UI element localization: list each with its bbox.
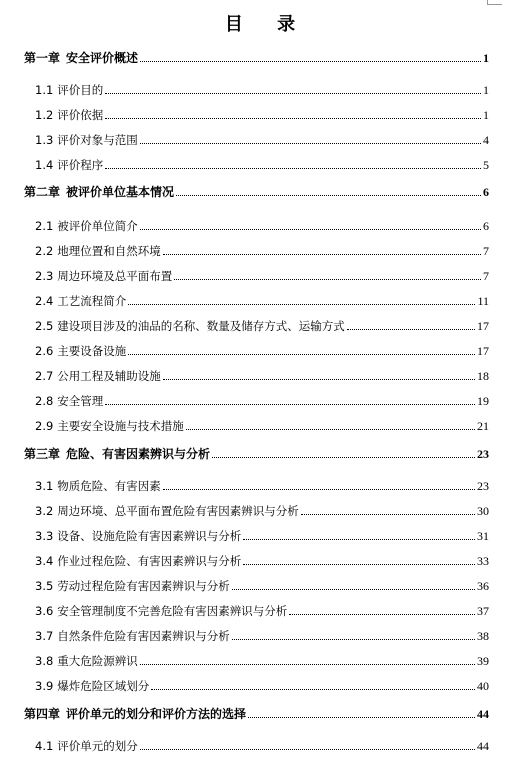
toc-entry-title: 设备、设施危险有害因素辨识与分析 [57, 529, 242, 543]
toc-dot-leader [105, 93, 481, 94]
toc-chapter-entry[interactable] [24, 702, 489, 722]
toc-entry-page-number: 44 [477, 739, 489, 753]
toc-entry-page-number: 23 [477, 479, 489, 493]
toc-section-entry[interactable] [35, 389, 489, 409]
toc-entry-page-number: 11 [477, 294, 489, 308]
toc-entry-page-number: 6 [483, 219, 489, 233]
toc-section-entry[interactable] [35, 364, 489, 384]
toc-dot-leader [186, 429, 475, 430]
toc-title: 目 录 [224, 14, 310, 35]
toc-entry-title: 评价单元的划分 [57, 739, 138, 753]
toc-entry-page-number: 31 [477, 529, 489, 543]
toc-entry-number: 2.7 [35, 369, 54, 383]
toc-entry-page-number: 21 [477, 419, 489, 433]
toc-entry-page-number: 4 [483, 133, 489, 147]
toc-entry-number: 3.3 [35, 529, 54, 543]
toc-section-entry[interactable] [35, 128, 489, 148]
toc-entry-title: 周边环境及总平面布置 [57, 269, 173, 283]
toc-chapter-entry[interactable] [24, 46, 489, 66]
toc-entry-title: 建设项目涉及的油品的名称、数量及储存方式、运输方式 [57, 319, 345, 333]
toc-entry-number: 2.4 [35, 294, 54, 308]
toc-section-entry[interactable] [35, 239, 489, 259]
toc-dot-leader [105, 118, 481, 119]
toc-entry-page-number: 37 [477, 604, 489, 618]
toc-dot-leader [212, 457, 475, 458]
toc-dot-leader [128, 354, 475, 355]
toc-section-entry[interactable] [35, 314, 489, 334]
toc-entry-title: 作业过程危险、有害因素辨识与分析 [57, 554, 242, 568]
toc-section-entry[interactable] [35, 674, 489, 694]
toc-entry-number: 2.6 [35, 344, 54, 358]
toc-section-entry[interactable] [35, 414, 489, 434]
toc-entry-number: 2.2 [35, 244, 54, 258]
toc-entry-number: 第四章 [24, 707, 61, 721]
toc-section-entry[interactable] [35, 599, 489, 619]
toc-entry-title: 重大危险源辨识 [57, 654, 138, 668]
toc-dot-leader [176, 195, 481, 196]
toc-section-entry[interactable] [35, 734, 489, 754]
toc-dot-leader [163, 254, 481, 255]
toc-entry-number: 2.8 [35, 394, 54, 408]
toc-entry-page-number: 17 [477, 344, 489, 358]
toc-entry-title: 安全管理 [57, 394, 104, 408]
toc-dot-leader [140, 229, 481, 230]
toc-entry-number: 3.6 [35, 604, 54, 618]
toc-entry-number: 2.3 [35, 269, 54, 283]
toc-entry-number: 1.2 [35, 108, 54, 122]
toc-section-entry[interactable] [35, 624, 489, 644]
toc-entry-title: 公用工程及辅助设施 [57, 369, 161, 383]
toc-entry-title: 被评价单位简介 [57, 219, 138, 233]
toc-entry-page-number: 19 [477, 394, 489, 408]
toc-dot-leader [248, 717, 475, 718]
toc-entry-number: 3.5 [35, 579, 54, 593]
toc-entry-title: 安全评价概述 [66, 51, 139, 65]
toc-entry-number: 第二章 [24, 185, 61, 199]
toc-chapter-entry[interactable] [24, 180, 489, 200]
toc-dot-leader [163, 379, 475, 380]
toc-dot-leader [140, 664, 475, 665]
toc-dot-leader [140, 143, 481, 144]
toc-entry-page-number: 33 [477, 554, 489, 568]
toc-section-entry[interactable] [35, 524, 489, 544]
toc-entry-page-number: 38 [477, 629, 489, 643]
toc-entry-title: 主要设备设施 [57, 344, 127, 358]
toc-entry-title: 地理位置和自然环境 [57, 244, 161, 258]
toc-entry-title: 物质危险、有害因素 [57, 479, 161, 493]
toc-entry-number: 第一章 [24, 51, 61, 65]
toc-entry-page-number: 36 [477, 579, 489, 593]
toc-section-entry[interactable] [35, 103, 489, 123]
toc-dot-leader [105, 404, 475, 405]
toc-entry-number: 1.4 [35, 158, 54, 172]
toc-entry-page-number: 1 [483, 108, 489, 122]
toc-entry-number: 3.4 [35, 554, 54, 568]
toc-dot-leader [301, 514, 475, 515]
toc-entry-page-number: 39 [477, 654, 489, 668]
toc-dot-leader [347, 329, 475, 330]
toc-dot-leader [243, 539, 475, 540]
toc-dot-leader [289, 614, 475, 615]
toc-entry-title: 评价对象与范围 [57, 133, 138, 147]
toc-entry-number: 1.1 [35, 83, 54, 97]
toc-entry-number: 3.9 [35, 679, 54, 693]
toc-section-entry[interactable] [35, 474, 489, 494]
toc-entry-title: 危险、有害因素辨识与分析 [66, 447, 211, 461]
toc-entry-number: 4.1 [35, 739, 54, 753]
toc-entry-page-number: 18 [477, 369, 489, 383]
toc-entry-number: 3.8 [35, 654, 54, 668]
toc-dot-leader [140, 749, 475, 750]
toc-dot-leader [174, 279, 481, 280]
toc-section-entry[interactable] [35, 289, 489, 309]
toc-entry-title: 周边环境、总平面布置危险有害因素辨识与分析 [57, 504, 299, 518]
toc-section-entry[interactable] [35, 264, 489, 284]
toc-entry-title: 被评价单位基本情况 [66, 185, 175, 199]
toc-entry-number: 1.3 [35, 133, 54, 147]
toc-entry-title: 评价依据 [57, 108, 104, 122]
toc-entry-number: 2.9 [35, 419, 54, 433]
toc-section-entry[interactable] [35, 574, 489, 594]
toc-entry-title: 评价目的 [57, 83, 104, 97]
toc-entry-page-number: 23 [477, 447, 489, 461]
toc-section-entry[interactable] [35, 214, 489, 234]
toc-entry-page-number: 30 [477, 504, 489, 518]
toc-entry-title: 工艺流程简介 [57, 294, 127, 308]
toc-entry-page-number: 7 [483, 269, 489, 283]
toc-entry-page-number: 6 [483, 185, 489, 199]
toc-entry-number: 2.1 [35, 219, 54, 233]
toc-entry-number: 3.2 [35, 504, 54, 518]
toc-section-entry[interactable] [35, 339, 489, 359]
toc-chapter-entry[interactable] [24, 442, 489, 462]
toc-section-entry[interactable] [35, 649, 489, 669]
page-corner-mark [487, 0, 502, 5]
toc-entry-page-number: 1 [483, 51, 489, 65]
toc-dot-leader [128, 304, 475, 305]
toc-dot-leader [163, 489, 475, 490]
toc-entry-page-number: 44 [477, 707, 489, 721]
toc-section-entry[interactable] [35, 499, 489, 519]
toc-entry-number: 3.7 [35, 629, 54, 643]
toc-entry-page-number: 17 [477, 319, 489, 333]
toc-section-entry[interactable] [35, 153, 489, 173]
toc-entry-page-number: 5 [483, 158, 489, 172]
toc-entry-title: 爆炸危险区域划分 [57, 679, 150, 693]
toc-dot-leader [232, 589, 475, 590]
toc-dot-leader [232, 639, 475, 640]
toc-entry-number: 2.5 [35, 319, 54, 333]
toc-dot-leader [140, 61, 481, 62]
toc-entry-page-number: 40 [477, 679, 489, 693]
toc-entry-number: 3.1 [35, 479, 54, 493]
toc-entry-title: 安全管理制度不完善危险有害因素辨识与分析 [57, 604, 288, 618]
toc-dot-leader [243, 564, 475, 565]
toc-entry-title: 劳动过程危险有害因素辨识与分析 [57, 579, 230, 593]
toc-entry-title: 自然条件危险有害因素辨识与分析 [57, 629, 230, 643]
toc-entry-title: 评价单元的划分和评价方法的选择 [66, 707, 247, 721]
toc-entry-title: 评价程序 [57, 158, 104, 172]
toc-entry-title: 主要安全设施与技术措施 [57, 419, 184, 433]
toc-section-entry[interactable] [35, 549, 489, 569]
toc-section-entry[interactable] [35, 78, 489, 98]
toc-entry-number: 第三章 [24, 447, 61, 461]
toc-entry-page-number: 7 [483, 244, 489, 258]
toc-dot-leader [105, 168, 481, 169]
toc-entry-page-number: 1 [483, 83, 489, 97]
toc-dot-leader [151, 689, 475, 690]
